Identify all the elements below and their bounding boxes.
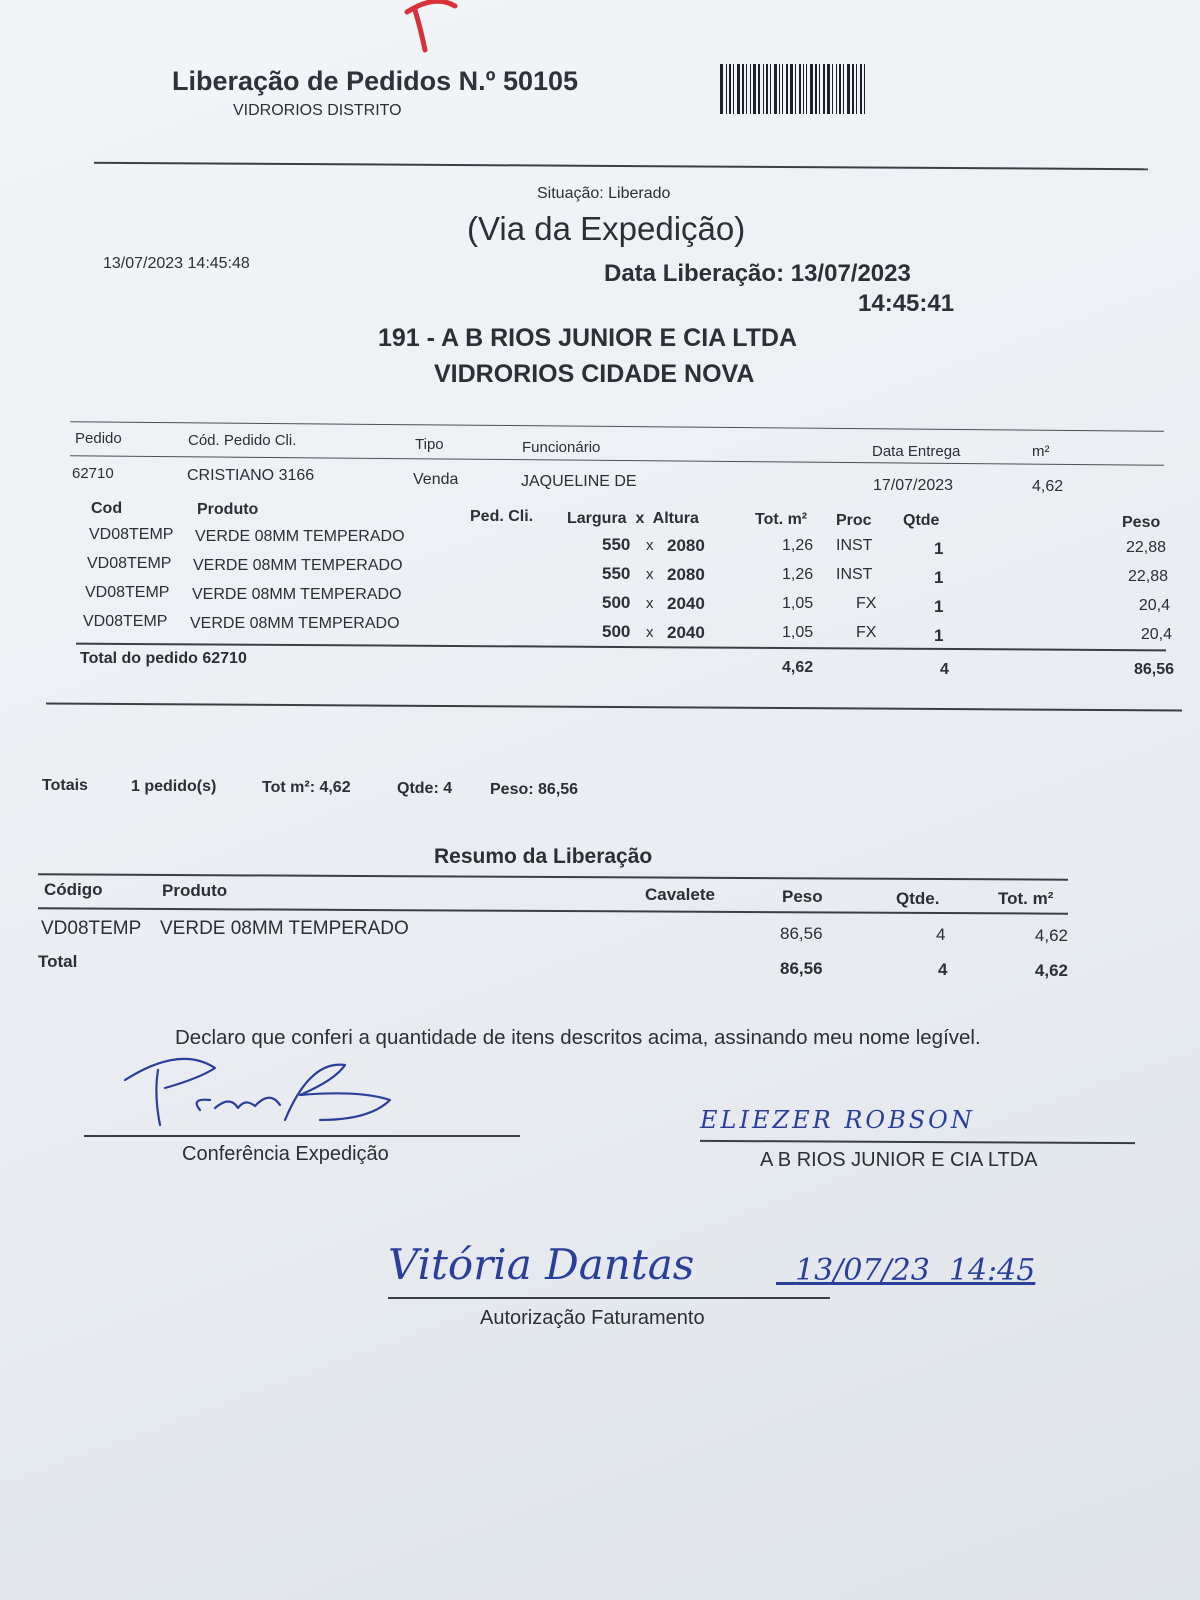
order-employee: JAQUELINE DE xyxy=(521,473,637,490)
issuer-company: VIDRORIOS DISTRITO xyxy=(233,102,402,119)
item-x: x xyxy=(646,566,654,583)
barcode-bar xyxy=(823,64,825,114)
order-total-label: Total do pedido 62710 xyxy=(80,650,247,667)
item-peso: 20,4 xyxy=(1138,597,1170,614)
barcode-bar xyxy=(839,64,841,114)
faturamento-label: Autorização Faturamento xyxy=(480,1307,705,1329)
items-col-ped-cli: Ped. Cli. xyxy=(470,508,534,525)
barcode-bar xyxy=(733,64,734,114)
item-tot-m2: 1,26 xyxy=(782,566,814,583)
item-largura: 550 xyxy=(602,535,631,554)
item-tot-m2: 1,05 xyxy=(782,624,814,641)
barcode-bar xyxy=(836,64,837,114)
barcode-icon xyxy=(720,64,902,114)
item-qtde: 1 xyxy=(934,597,944,616)
barcode-bar xyxy=(763,64,764,114)
items-col-peso: Peso xyxy=(1122,514,1161,531)
summary-top-line xyxy=(38,873,1068,880)
order-number: 62710 xyxy=(72,465,114,482)
totals-label: Totais xyxy=(42,777,88,794)
item-produto: VERDE 08MM TEMPERADO xyxy=(195,528,405,545)
order-m2: 4,62 xyxy=(1032,478,1064,495)
item-peso: 20,4 xyxy=(1140,626,1172,643)
item-cod: VD08TEMP xyxy=(83,613,168,630)
item-altura: 2080 xyxy=(667,565,705,584)
barcode-bar xyxy=(779,64,780,114)
item-qtde: 1 xyxy=(934,568,944,587)
handwritten-date xyxy=(776,1218,1035,1288)
item-tot-m2: 1,26 xyxy=(782,537,814,554)
expedicao-signature xyxy=(120,1050,420,1140)
item-produto: VERDE 08MM TEMPERADO xyxy=(193,557,403,574)
summary-peso: 86,56 xyxy=(780,924,823,943)
faturamento-signature-line xyxy=(388,1297,830,1299)
item-largura: 500 xyxy=(602,622,631,641)
client-signature-line xyxy=(700,1140,1135,1144)
items-col-proc: Proc xyxy=(836,512,872,529)
item-largura: 500 xyxy=(602,593,631,612)
barcode-bar xyxy=(758,64,760,114)
order-total-m2: 4,62 xyxy=(782,659,814,676)
client-signature-label: A B RIOS JUNIOR E CIA LTDA xyxy=(760,1149,1038,1171)
barcode-bar xyxy=(782,64,783,114)
summary-codigo: VD08TEMP xyxy=(41,918,142,939)
declaration-text: Declaro que conferi a quantidade de itens descritos acima, assinando meu nome legível. xyxy=(175,1026,981,1049)
status-text: Situação: Liberado xyxy=(537,185,671,202)
barcode-bar xyxy=(856,64,857,114)
items-col-produto: Produto xyxy=(197,501,259,518)
barcode-bar xyxy=(803,64,804,114)
barcode-bar xyxy=(737,64,740,114)
col-funcionario: Funcionário xyxy=(522,439,601,456)
expedicao-label: Conferência Expedição xyxy=(182,1143,389,1165)
barcode-bar xyxy=(742,64,744,114)
items-col-cod: Cod xyxy=(91,500,123,517)
barcode-bar xyxy=(786,64,788,114)
item-qtde: 1 xyxy=(934,626,944,645)
barcode-bar xyxy=(843,64,844,114)
summary-tot-m2: 4,62 xyxy=(1034,926,1068,945)
col-pedido: Pedido xyxy=(75,430,122,447)
item-x: x xyxy=(646,624,654,641)
client-name: 191 - A B RIOS JUNIOR E CIA LTDA xyxy=(378,324,798,352)
item-qtde: 1 xyxy=(934,539,944,558)
item-proc: INST xyxy=(836,566,873,583)
item-cod: VD08TEMP xyxy=(85,584,170,601)
totals-peso: Peso: 86,56 xyxy=(490,781,579,798)
barcode-bar xyxy=(806,64,807,114)
barcode-bar xyxy=(766,64,768,114)
totals-qtde: Qtde: 4 xyxy=(397,780,453,797)
barcode-bar xyxy=(774,64,777,114)
item-peso: 22,88 xyxy=(1127,568,1168,585)
client-handwritten-name xyxy=(700,1106,975,1134)
summary-qtde: 4 xyxy=(936,925,946,944)
col-tipo: Tipo xyxy=(415,436,444,453)
item-proc: FX xyxy=(856,595,877,612)
item-peso: 22,88 xyxy=(1125,539,1166,556)
item-tot-m2: 1,05 xyxy=(782,595,814,612)
header-divider xyxy=(94,162,1148,170)
faturamento-signature-text: Vitória Dantas xyxy=(388,1240,695,1289)
barcode-bar xyxy=(726,64,727,114)
barcode-bar xyxy=(827,64,830,114)
summary-total-peso: 86,56 xyxy=(780,959,823,978)
totals-pedidos: 1 pedido(s) xyxy=(131,778,217,795)
printed-timestamp: 13/07/2023 14:45:48 xyxy=(103,255,250,272)
release-time: 14:45:41 xyxy=(858,290,955,317)
release-date: Data Liberação: 13/07/2023 xyxy=(604,260,911,287)
barcode-bar xyxy=(790,64,793,114)
summary-total-tot-m2: 4,62 xyxy=(1034,961,1068,980)
barcode-bar xyxy=(770,64,771,114)
summary-total-label: Total xyxy=(38,952,78,971)
barcode-bar xyxy=(799,64,801,114)
item-altura: 2040 xyxy=(667,594,705,613)
barcode-bar xyxy=(819,64,820,114)
order-type: Venda xyxy=(413,471,459,488)
client-handwritten-text: ELIEZER ROBSON xyxy=(700,1106,975,1134)
summary-col-cavalete: Cavalete xyxy=(645,885,715,904)
summary-col-tot-m2: Tot. m² xyxy=(998,889,1054,908)
summary-produto: VERDE 08MM TEMPERADO xyxy=(160,918,409,939)
barcode-bar xyxy=(852,64,854,114)
barcode-bar xyxy=(864,64,865,114)
totals-m2: Tot m²: 4,62 xyxy=(262,779,351,796)
barcode-bar xyxy=(746,64,747,114)
order-client-code: CRISTIANO 3166 xyxy=(187,467,315,484)
barcode-bar xyxy=(720,64,723,114)
barcode-bar xyxy=(815,64,817,114)
item-largura: 550 xyxy=(602,564,631,583)
barcode-bar xyxy=(729,64,731,114)
order-total-peso: 86,56 xyxy=(1133,661,1174,678)
summary-title: Resumo da Liberação xyxy=(434,845,653,868)
item-altura: 2040 xyxy=(667,623,705,642)
red-pen-mark xyxy=(395,0,475,55)
item-cod: VD08TEMP xyxy=(89,526,174,543)
col-cod-pedido-cli: Cód. Pedido Cli. xyxy=(188,432,297,449)
expedicao-signature-line xyxy=(84,1135,520,1137)
faturamento-signature xyxy=(388,1240,694,1289)
summary-total-qtde: 4 xyxy=(938,960,948,979)
item-proc: INST xyxy=(836,537,873,554)
copy-type: (Via da Expedição) xyxy=(467,210,746,247)
order-header-line xyxy=(70,455,1164,466)
summary-col-peso: Peso xyxy=(782,887,823,906)
order-delivery-date: 17/07/2023 xyxy=(873,477,954,494)
item-cod: VD08TEMP xyxy=(87,555,172,572)
item-x: x xyxy=(646,537,654,554)
items-col-qtde: Qtde xyxy=(903,512,940,529)
item-produto: VERDE 08MM TEMPERADO xyxy=(190,615,400,632)
barcode-bar xyxy=(753,64,756,114)
item-altura: 2080 xyxy=(667,536,705,555)
client-branch: VIDRORIOS CIDADE NOVA xyxy=(434,360,755,388)
handwritten-date-text: 13/07/23 14:45 xyxy=(795,1253,1036,1288)
barcode-bar xyxy=(860,64,862,114)
summary-col-produto: Produto xyxy=(162,881,228,900)
barcode-bar xyxy=(750,64,751,114)
order-total-qtde: 4 xyxy=(940,661,949,678)
barcode-bar xyxy=(847,64,850,114)
col-data-entrega: Data Entrega xyxy=(872,443,961,460)
item-produto: VERDE 08MM TEMPERADO xyxy=(192,586,402,603)
item-proc: FX xyxy=(856,624,877,641)
items-col-largura-altura: Largura x Altura xyxy=(567,510,699,527)
document-title: Liberação de Pedidos N.º 50105 xyxy=(172,66,579,96)
order-top-line xyxy=(70,421,1164,432)
items-col-tot-m2: Tot. m² xyxy=(755,511,808,528)
summary-col-codigo: Código xyxy=(44,880,103,899)
section-divider xyxy=(46,703,1182,712)
summary-col-qtde: Qtde. xyxy=(896,889,940,908)
item-x: x xyxy=(646,595,654,612)
barcode-bar xyxy=(795,64,796,114)
barcode-bar xyxy=(832,64,833,114)
barcode-bar xyxy=(810,64,813,114)
col-m2: m² xyxy=(1032,443,1050,460)
